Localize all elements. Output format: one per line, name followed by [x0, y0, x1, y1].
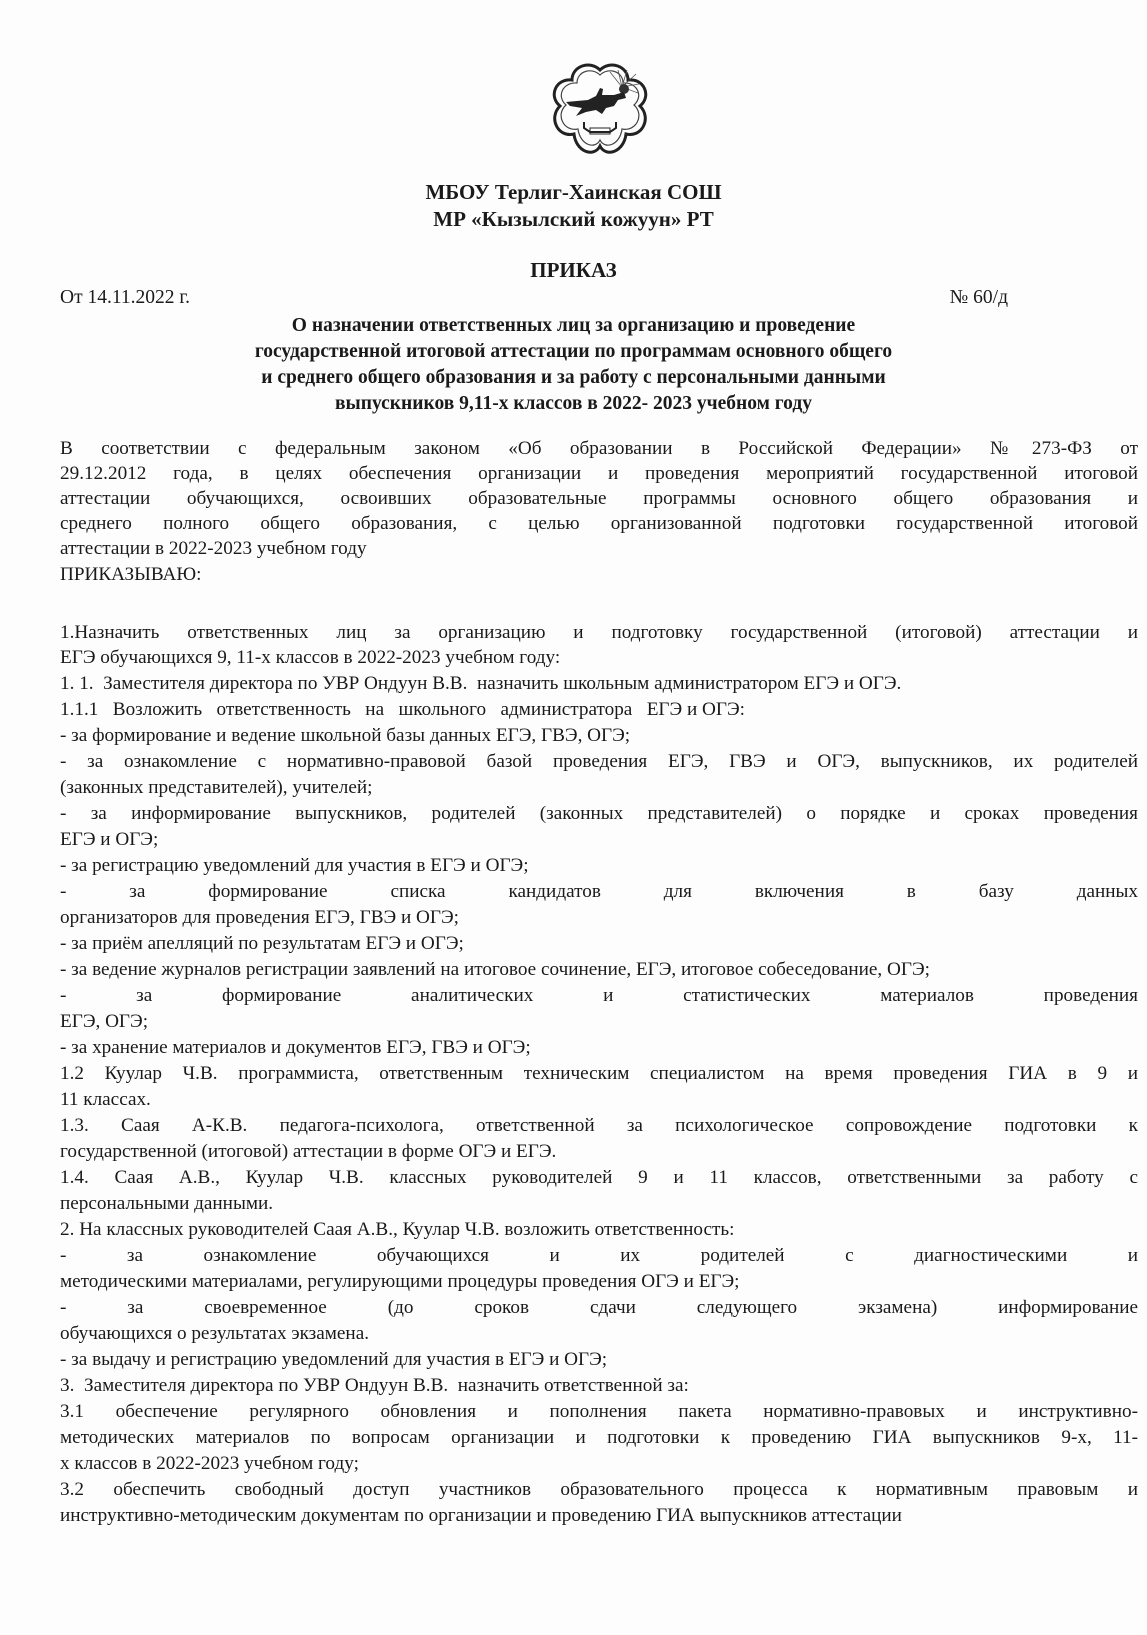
body-line: организаторов для проведения ЕГЭ, ГВЭ и ОГЭ;	[60, 907, 459, 928]
body-line: х классов в 2022-2023 учебном году;	[60, 1453, 359, 1474]
body-line: ЕГЭ, ОГЭ;	[60, 1011, 149, 1032]
body-line: 1.1.1 Возложить ответственность на школьного администратора ЕГЭ и ОГЭ:	[60, 699, 745, 720]
body-line: 1.4. Саая А.В., Куулар Ч.В. классных руководителей 9 и 11 классов, ответственными за работу с	[60, 1167, 1138, 1188]
body-line: инструктивно-методическим документам по организации и проведению ГИА выпускников аттестации	[60, 1505, 902, 1526]
body-line: методическими материалами, регулирующими процедуры проведения ОГЭ и ЕГЭ;	[60, 1271, 740, 1292]
title-line: О назначении ответственных лиц за организацию и проведение	[291, 315, 856, 336]
school-name: МБОУ Терлиг-Хаинская СОШ	[425, 180, 722, 204]
order-date: От 14.11.2022 г.	[60, 287, 191, 308]
body-line: - за формирование списка кандидатов для включения в базу данных	[60, 881, 1138, 902]
body-line: 1.3. Саая А-К.В. педагога-психолога, ответственной за психологическое сопровождение подготовки к	[60, 1115, 1138, 1136]
title-line: и среднего общего образования и за работу с персональными данными	[261, 367, 886, 388]
body-line: 29.12.2012 года, в целях обеспечения организации и проведения мероприятий государственной итоговой	[60, 463, 1138, 484]
body-line: персональными данными.	[60, 1193, 274, 1214]
body-line: 11 классах.	[60, 1089, 151, 1110]
body-line: аттестации обучающихся, освоивших образовательные программы основного общего образования и	[60, 488, 1138, 509]
body-line: 3.2 обеспечить свободный доступ участников образовательного процесса к нормативным правовым и	[60, 1479, 1138, 1500]
body-line: аттестации в 2022-2023 учебном году	[60, 538, 367, 559]
body-line: ПРИКАЗЫВАЮ:	[60, 564, 202, 585]
body-line: - за своевременное (до сроков сдачи следующего экзамена) информирование	[60, 1297, 1138, 1318]
title-line: выпускников 9,11-х классов в 2022- 2023 учебном году	[335, 393, 812, 414]
body-line: среднего полного общего образования, с целью организованной подготовки государственной итоговой	[60, 513, 1138, 534]
title-line: государственной итоговой аттестации по программам основного общего	[254, 341, 893, 362]
body-line: - за формирование аналитических и статистических материалов проведения	[60, 985, 1138, 1006]
body-line: 1.2 Куулар Ч.В. программиста, ответственным техническим специалистом на время проведения ГИА в 9 и	[60, 1063, 1138, 1084]
body-line: 2. На классных руководителей Саая А.В., Куулар Ч.В. возложить ответственность:	[60, 1219, 735, 1240]
coat-of-arms-emblem	[548, 62, 652, 160]
body-line: ЕГЭ обучающихся 9, 11-х классов в 2022-2023 учебном году:	[60, 647, 561, 668]
body-line: - за ведение журналов регистрации заявлений на итоговое сочинение, ЕГЭ, итоговое собеседование, ОГЭ;	[60, 959, 930, 980]
body-line: ЕГЭ и ОГЭ;	[60, 829, 159, 850]
body-line: - за ознакомление обучающихся и их родителей с диагностическими и	[60, 1245, 1138, 1266]
body-line: - за регистрацию уведомлений для участия в ЕГЭ и ОГЭ;	[60, 855, 529, 876]
body-line: (законных представителей), учителей;	[60, 777, 373, 798]
body-line: - за ознакомление с нормативно-правовой базой проведения ЕГЭ, ГВЭ и ОГЭ, выпускников, их родителей	[60, 751, 1138, 772]
document-type: ПРИКАЗ	[530, 258, 617, 282]
body-line: - за формирование и ведение школьной базы данных ЕГЭ, ГВЭ, ОГЭ;	[60, 725, 631, 746]
body-line: методических материалов по вопросам организации и подготовки к проведению ГИА выпускников 9-х, 11-	[60, 1427, 1138, 1448]
body-line: 1.Назначить ответственных лиц за организацию и подготовку государственной (итоговой) аттестации и	[60, 622, 1138, 643]
body-line: обучающихся о результатах экзамена.	[60, 1323, 370, 1344]
district-name: МР «Кызылский кожуун» РТ	[433, 207, 714, 231]
body-line: - за выдачу и регистрацию уведомлений для участия в ЕГЭ и ОГЭ;	[60, 1349, 608, 1370]
body-line: 1. 1. Заместителя директора по УВР Ондуун В.В. назначить школьным администратором ЕГЭ и ОГЭ.	[60, 673, 902, 694]
body-line: - за информирование выпускников, родителей (законных представителей) о порядке и сроках проведения	[60, 803, 1138, 824]
body-line: - за приём апелляций по результатам ЕГЭ и ОГЭ;	[60, 933, 464, 954]
order-number: № 60/д	[949, 287, 1008, 308]
body-line: государственной (итоговой) аттестации в форме ОГЭ и ЕГЭ.	[60, 1141, 557, 1162]
body-line: В соответствии с федеральным законом «Об образовании в Российской Федерации» №273-ФЗ от	[60, 438, 1138, 459]
body-line: - за хранение материалов и документов ЕГЭ, ГВЭ и ОГЭ;	[60, 1037, 531, 1058]
body-line: 3. Заместителя директора по УВР Ондуун В.В. назначить ответственной за:	[60, 1375, 689, 1396]
body-line: 3.1 обеспечение регулярного обновления и пополнения пакета нормативно-правовых и инструктивно-	[60, 1401, 1138, 1422]
